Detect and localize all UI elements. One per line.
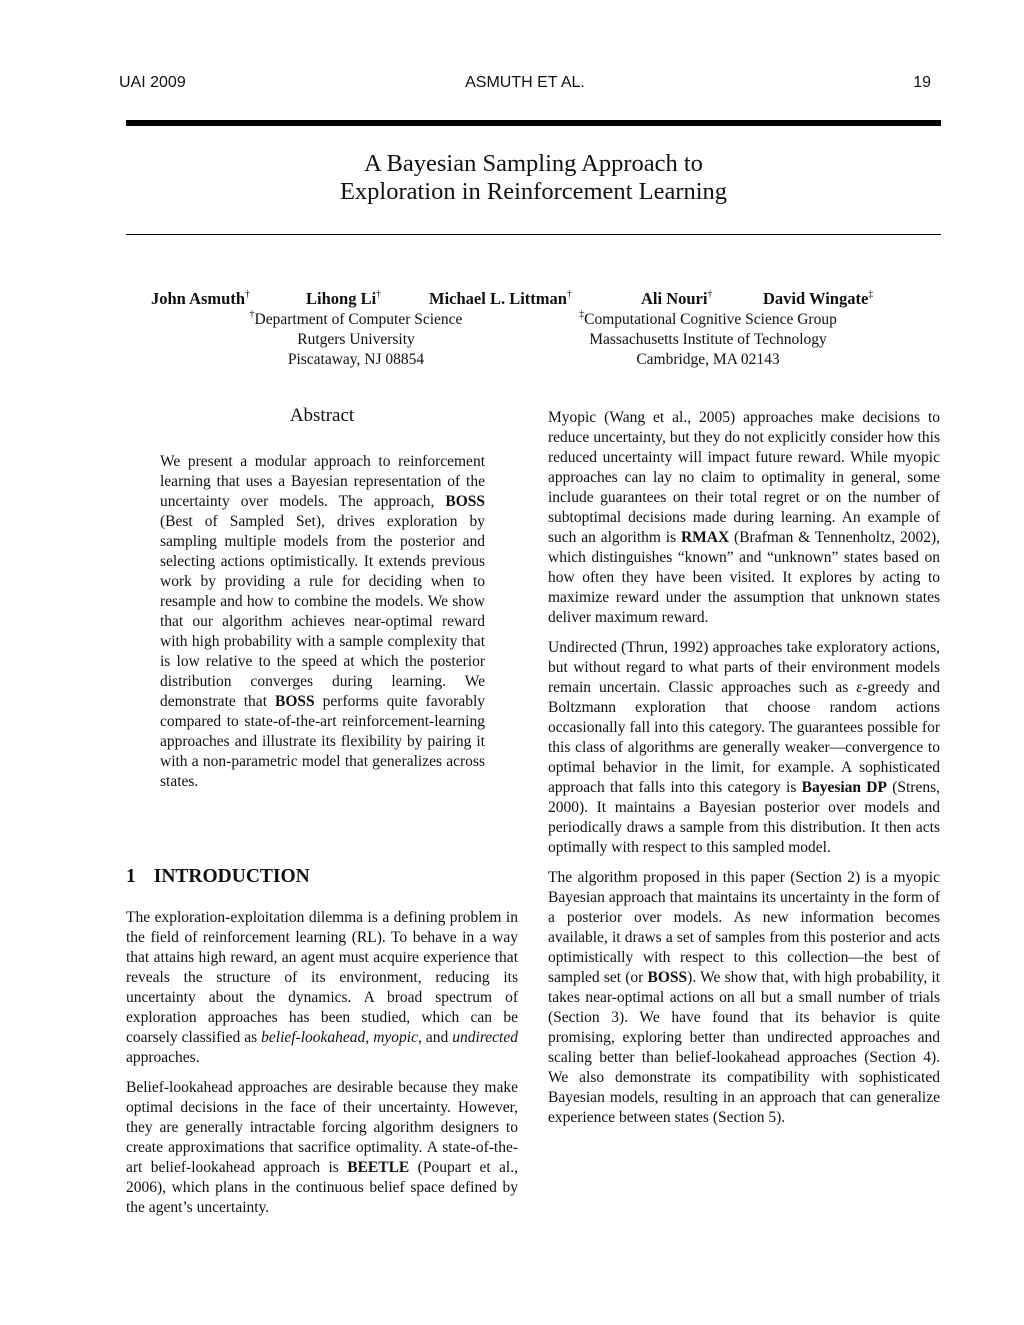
author-mark: ‡: [868, 289, 874, 300]
text-run: approaches.: [126, 1049, 200, 1066]
text-run: (Poupart et al., 2006), which plans in the continuous belief space defined by the agent’s uncertainty.: [126, 1159, 518, 1216]
text-run: We present a modular approach to reinforcement learning that uses a Bayesian representation of the uncertainty over models. The approach,: [160, 453, 485, 510]
affiliation-department: Department of Computer Science: [254, 311, 463, 328]
affiliation-mark: †: [249, 309, 255, 320]
abstract-paragraph: [160, 452, 485, 792]
author-mark: †: [245, 289, 250, 300]
author-name: [306, 289, 381, 309]
intro-paragraph-1: [126, 908, 518, 1068]
epsilon-symbol: ε: [856, 679, 863, 696]
header-page-number: 19: [913, 74, 931, 91]
text-run: Belief-lookahead approaches are desirable because they make optimal decisions in the face of their uncertainty. However, they are generally intractable forcing algorithm designers to create approximations that sacrifice optimality. A state-of-the-art belief-lookahead approach is: [126, 1079, 518, 1176]
abstract-body: [160, 452, 485, 792]
undirected-paragraph: [548, 638, 940, 858]
italic-term: myopic: [373, 1029, 418, 1046]
author-name-text: Ali Nouri: [641, 289, 708, 308]
paper-title: [126, 150, 941, 206]
author-name: [151, 289, 250, 309]
author-name: [763, 289, 873, 309]
proposed-algorithm-paragraph: [548, 868, 940, 1128]
title-top-rule: [126, 120, 941, 126]
section-number: 1: [126, 866, 136, 887]
author-name: [641, 289, 712, 309]
author-mark: †: [707, 289, 713, 300]
text-run: Undirected (Thrun, 1992) approaches take exploratory actions, but without regard to what parts of their environment models remain uncertain. Classic approaches such as: [548, 639, 940, 696]
affiliation-line: [528, 310, 888, 330]
affiliation-institution: Massachusetts Institute of Technology: [589, 331, 827, 348]
text-run: (Brafman & Tennenholtz, 2002), which distinguishes “known” and “unknown” states based on how often they have been visited. It explores by acting to maximize reward under the assumption that unknown states deliver maximum reward.: [548, 529, 940, 626]
header-venue: UAI 2009: [119, 74, 186, 91]
text-run: ,: [365, 1029, 374, 1046]
affiliation-rutgers: [176, 310, 536, 370]
title-line-1: A Bayesian Sampling Approach to: [364, 150, 703, 177]
author-name: [429, 289, 572, 309]
author-list: [126, 289, 941, 309]
text-run: -greedy and Boltzmann exploration that choose random actions occasionally fall into this category. The guarantees possible for this class of algorithms are generally weaker—convergence to optimal behavior in the limit, for example. A sophisticated approach that falls into this category is: [548, 679, 940, 796]
italic-term: belief-lookahead: [261, 1029, 366, 1046]
section-title: INTRODUCTION: [153, 866, 310, 887]
header-authors: ASMUTH ET AL.: [465, 74, 585, 91]
text-run: The exploration-exploitation dilemma is a defining problem in the field of reinforcement learning (RL). To behave in a way that attains high reward, an agent must acquire experience that reveals the structure of its environment, reducing its uncertainty about the dynamics. A broad spectrum of exploration approaches has been studied, which can be coarsely classified as: [126, 909, 518, 1046]
author-name-text: John Asmuth: [151, 289, 245, 308]
affiliation-line: [176, 310, 536, 330]
intro-right-column: [548, 408, 940, 1128]
author-name-text: Lihong Li: [306, 289, 377, 308]
affiliation-department: Computational Cognitive Science Group: [584, 311, 837, 328]
boss-term: BOSS: [445, 493, 485, 510]
affiliation-address: Piscataway, NJ 08854: [287, 351, 425, 368]
intro-left-column: [126, 908, 518, 1218]
italic-term: undirected: [452, 1029, 518, 1046]
title-bottom-rule: [126, 234, 941, 235]
myopic-paragraph: [548, 408, 940, 628]
author-name-text: David Wingate: [763, 289, 869, 308]
bayesian-dp-term: Bayesian DP: [801, 779, 887, 796]
affiliation-address: Cambridge, MA 02143: [636, 351, 780, 368]
text-run: The algorithm proposed in this paper (Section 2) is a myopic Bayesian approach that maintains its uncertainty in the form of a posterior over models. As new information becomes available, it draws a set of samples from this posterior and acts optimistically with respect to this collection—the best of sampled set (or: [548, 869, 940, 986]
boss-term: BOSS: [275, 693, 315, 710]
affiliation-mark: ‡: [579, 309, 585, 320]
text-run: (Best of Sampled Set), drives exploration by sampling multiple models from the posterior and selecting actions optimistically. It extends previous work by providing a rule for deciding when to resample and how to combine the models. We show that our algorithm achieves near-optimal reward with high probability with a sample complexity that is low relative to the speed at which the posterior distribution converges during learning. We demonstrate that: [160, 513, 485, 710]
boss-term: BOSS: [647, 969, 688, 986]
intro-paragraph-2: [126, 1078, 518, 1218]
running-header: [119, 74, 931, 96]
text-run: performs quite favorably compared to state-of-the-art reinforcement-learning approaches and illustrate its flexibility by pairing it with a non-parametric model that generalizes across states.: [160, 693, 485, 790]
text-run: ). We show that, with high probability, it takes near-optimal actions on all but a small number of trials (Section 3). We have found that its behavior is quite promising, exploring better than undirected approaches and scaling better than belief-lookahead approaches (Section 4). We also demonstrate its compatibility with sophisticated Bayesian models, resulting in an approach that can generalize experience between states (Section 5).: [548, 969, 940, 1126]
text-run: (Strens, 2000). It maintains a Bayesian posterior over models and periodically draws a sample from this distribution. It then acts optimally with respect to this sampled model.: [548, 779, 940, 856]
author-name-text: Michael L. Littman: [429, 289, 567, 308]
author-mark: †: [376, 289, 382, 300]
title-line-2: Exploration in Reinforcement Learning: [339, 178, 728, 205]
abstract-heading: Abstract: [289, 405, 355, 426]
beetle-term: BEETLE: [347, 1159, 410, 1176]
section-heading: [126, 866, 310, 888]
author-mark: †: [566, 289, 572, 300]
text-run: , and: [417, 1029, 453, 1046]
affiliation-mit: [528, 310, 888, 370]
text-run: Myopic (Wang et al., 2005) approaches make decisions to reduce uncertainty, but they do not explicitly consider how this reduced uncertainty will impact future reward. While myopic approaches can lay no claim to optimality in general, some include guarantees on their total regret or on the number of subtoptimal decisions made during learning. An example of such an algorithm is: [548, 409, 940, 546]
rmax-term: RMAX: [680, 529, 730, 546]
affiliation-institution: Rutgers University: [297, 331, 415, 348]
